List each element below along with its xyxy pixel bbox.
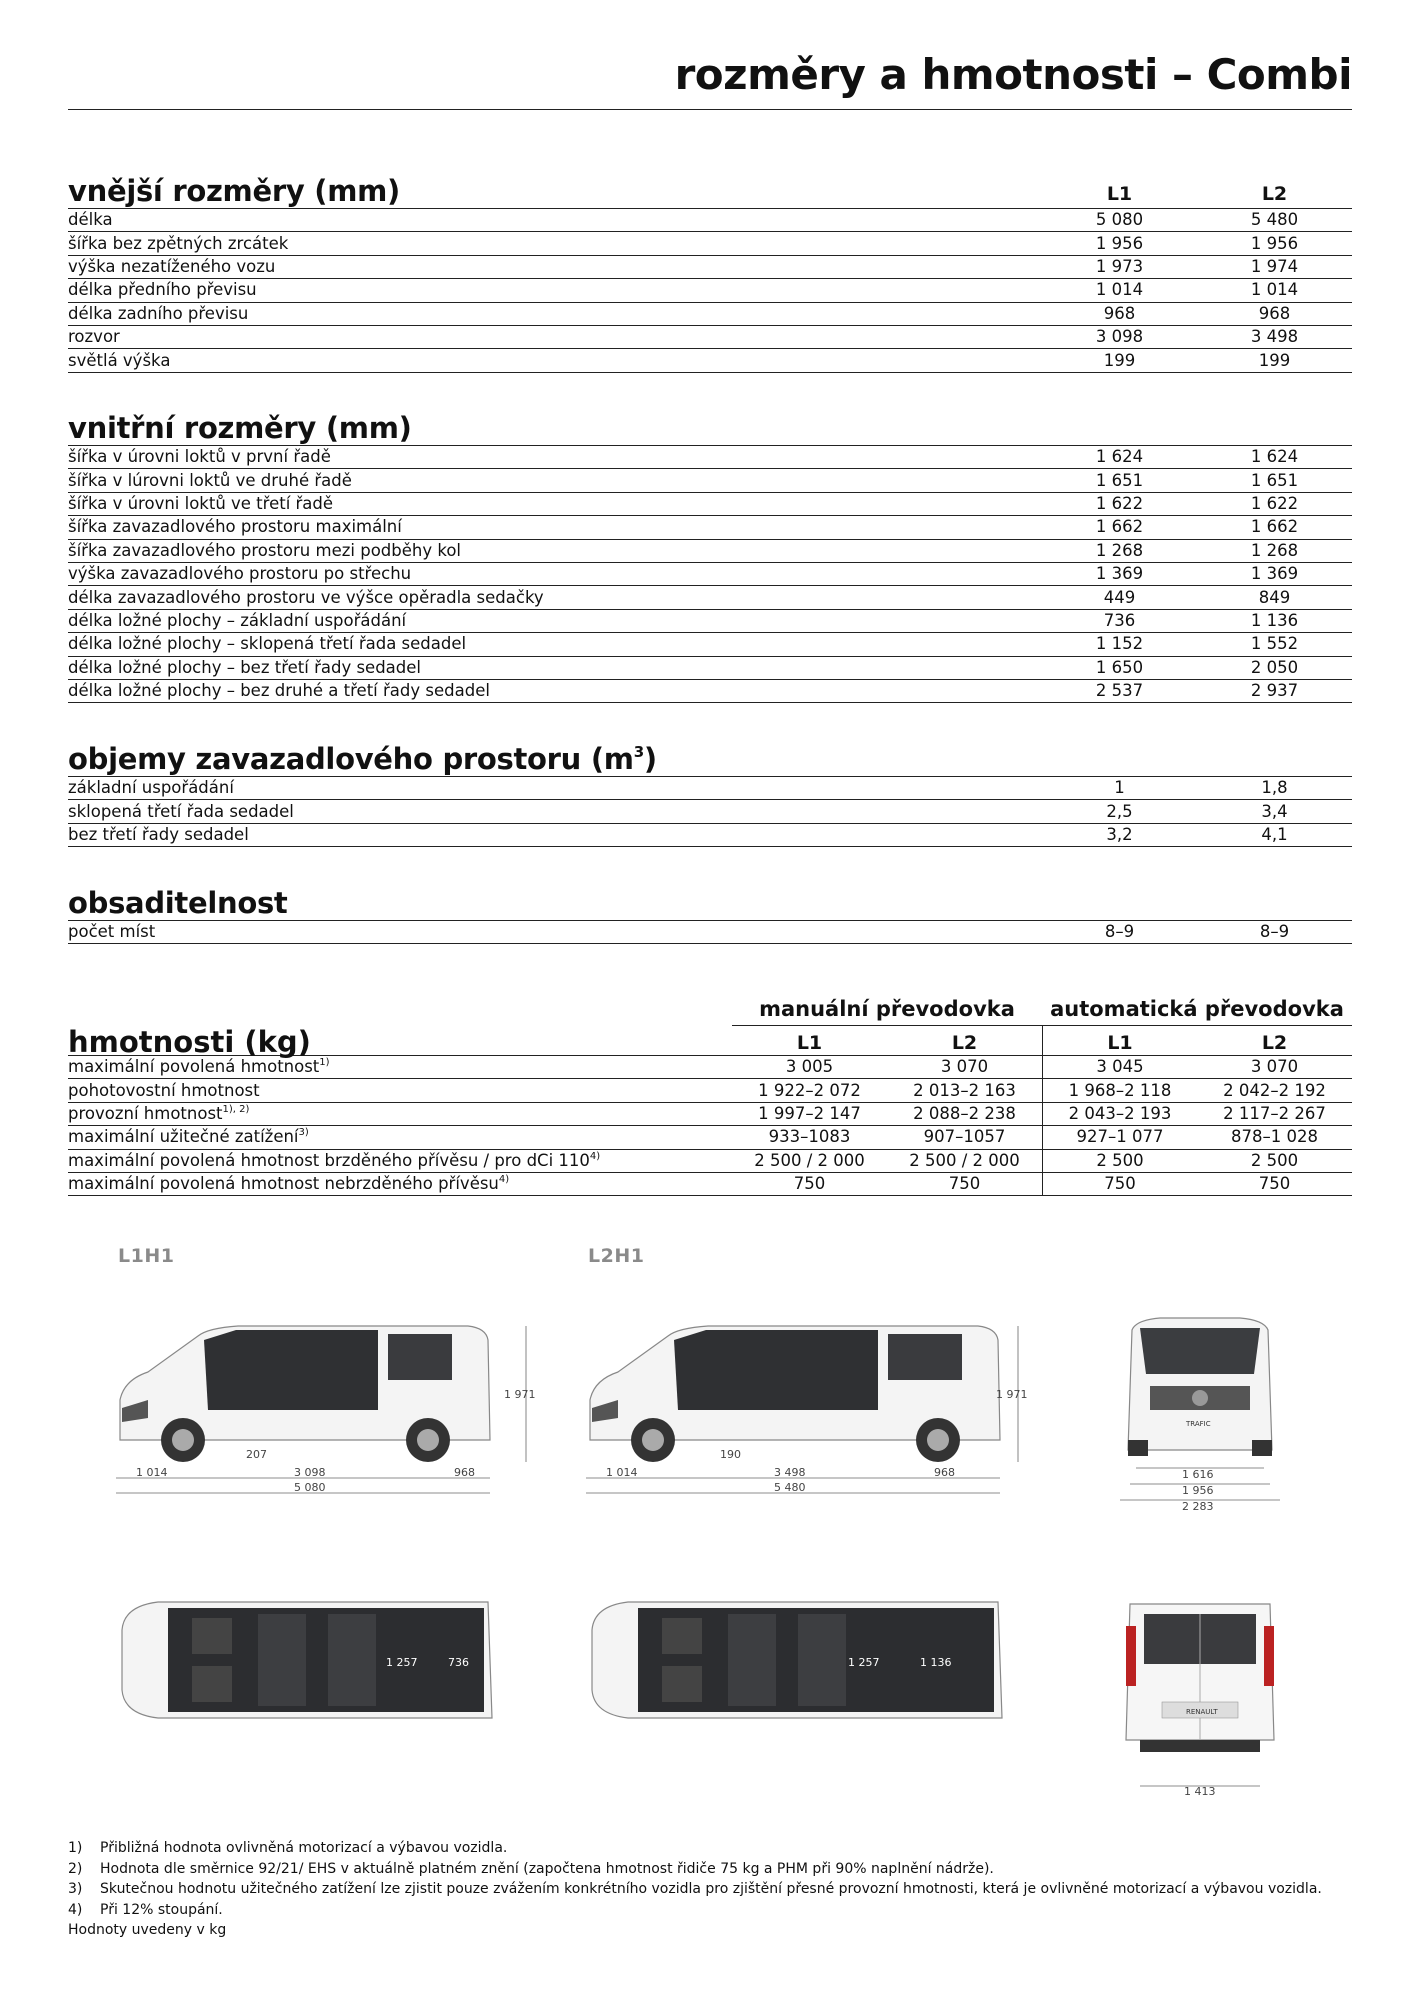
table-row (68, 633, 1352, 656)
l2-front-dim: 1 014 (606, 1466, 638, 1479)
table-row (68, 610, 1352, 633)
weight-value: 1 997–2 147 (758, 1103, 861, 1123)
table-row (68, 493, 1352, 516)
row-label: maximální povolená hmotnost brzděného přívěsu / pro dCi 110$^{4)}$ (68, 1150, 601, 1170)
col-manual-l1: L1 (796, 1032, 823, 1054)
value-l1: 2,5 (1106, 801, 1133, 821)
value-l1: 1 651 (1095, 470, 1144, 490)
l2-load-dim: 1 136 (920, 1656, 952, 1669)
value-l1: 1 369 (1095, 564, 1144, 584)
value-l2: 2 937 (1250, 681, 1299, 701)
weight-value: 2 500 / 2 000 (909, 1150, 1020, 1170)
value-l1: 3 098 (1095, 327, 1144, 347)
value-l1: 8–9 (1104, 922, 1135, 942)
rear-width-dim: 1 413 (1184, 1785, 1216, 1798)
row-label: šířka bez zpětných zrcátek (68, 233, 289, 253)
value-l1: 1 650 (1095, 657, 1144, 677)
value-l1: 2 537 (1095, 681, 1144, 701)
row-label: šířka v úrovni loktů ve třetí řadě (68, 493, 334, 513)
value-l1: 1 (1114, 778, 1125, 798)
weight-value: 750 (793, 1174, 826, 1194)
table-row (68, 469, 1352, 492)
l2-clearance-dim: 190 (720, 1448, 741, 1461)
exterior-table (68, 208, 1352, 373)
l2-length-dim: 5 480 (774, 1481, 806, 1494)
table-row (68, 1173, 1352, 1196)
automatic-gearbox-heading: automatická převodovka (1042, 996, 1352, 1026)
weights-heading: hmotnosti (kg) (68, 1025, 311, 1059)
footnote: 3) Skutečnou hodnotu užitečného zatížení lze zjistit pouze zvážením konkrétního vozidla pro zjištění přesné provozní hmotnosti, která je ovlivněné motorizací a výbavou vozidla. (68, 1881, 1322, 1897)
table-row (68, 256, 1352, 279)
table-row (68, 824, 1352, 847)
table-row (68, 1103, 1352, 1126)
l2h1-label: L2H1 (588, 1245, 645, 1267)
van-front-icon (1128, 1318, 1272, 1456)
footnotes (68, 1838, 1358, 1941)
value-l1: 1 014 (1095, 280, 1144, 300)
volumes-section (68, 736, 1352, 847)
value-l2: 4,1 (1261, 824, 1288, 844)
value-l1: 3,2 (1106, 824, 1133, 844)
table-row (68, 921, 1352, 944)
value-l2: 968 (1258, 303, 1291, 323)
interior-table (68, 445, 1352, 703)
row-label: délka ložné plochy – bez druhé a třetí řady sedadel (68, 681, 490, 701)
l1-side-diagram (108, 1300, 548, 1510)
l1-front-dim: 1 014 (136, 1466, 168, 1479)
weight-value: 2 013–2 163 (913, 1080, 1016, 1100)
value-l1: 1 152 (1095, 634, 1144, 654)
table-row (68, 1056, 1352, 1079)
front-width-1: 1 616 (1182, 1468, 1214, 1481)
l1-rear-dim: 968 (454, 1466, 475, 1479)
van-side-icon (120, 1326, 490, 1462)
row-label: délka zadního převisu (68, 303, 249, 323)
row-label: bez třetí řady sedadel (68, 824, 249, 844)
table-row (68, 303, 1352, 326)
l1-wheelbase-dim: 3 098 (294, 1466, 326, 1479)
weight-value: 750 (948, 1174, 981, 1194)
weight-value: 1 968–2 118 (1042, 1079, 1197, 1101)
van-top-icon (122, 1602, 492, 1718)
value-l1: 1 973 (1095, 256, 1144, 276)
l1-height-dim: 1 971 (504, 1388, 536, 1401)
row-label: šířka zavazadlového prostoru mezi podběhy kol (68, 540, 462, 560)
footnote: 4) Při 12% stoupání. (68, 1901, 223, 1918)
l2-side-diagram (578, 1300, 1028, 1510)
weight-value: 2 117–2 267 (1223, 1103, 1326, 1123)
value-l2: 8–9 (1259, 922, 1290, 942)
table-row (68, 563, 1352, 586)
value-l2: 849 (1258, 587, 1291, 607)
footnote: 1) Přibližná hodnota ovlivněná motorizací a výbavou vozidla. (68, 1840, 508, 1856)
weight-value: 907–1057 (923, 1127, 1006, 1147)
col-l1: L1 (1106, 183, 1133, 205)
table-row (68, 540, 1352, 563)
row-label: délka předního převisu (68, 280, 257, 300)
occupancy-section (68, 880, 1352, 944)
weight-value: 878–1 028 (1231, 1127, 1318, 1147)
row-label: délka ložné plochy – sklopená třetí řada sedadel (68, 634, 467, 654)
value-l2: 1 956 (1250, 233, 1299, 253)
value-l2: 199 (1258, 350, 1291, 370)
row-label: šířka v úrovni loktů v první řadě (68, 447, 331, 467)
row-label: maximální užitečné zatížení$^{3)}$ (68, 1127, 309, 1147)
table-row (68, 586, 1352, 609)
weight-value: 3 045 (1042, 1056, 1197, 1078)
row-label: světlá výška (68, 350, 171, 370)
notes-footer: Hodnoty uvedeny v kg (68, 1922, 227, 1938)
col-auto-l1: L1 (1042, 1026, 1197, 1055)
front-width-3: 2 283 (1182, 1500, 1214, 1513)
van-rear-icon (1126, 1604, 1274, 1752)
front-badge: TRAFIC (1186, 1420, 1211, 1428)
volumes-heading: objemy zavazadlového prostoru $(m^3)$ (68, 742, 657, 776)
l1h1-label: L1H1 (118, 1245, 175, 1267)
row-label: výška nezatíženého vozu (68, 256, 276, 276)
weight-value: 750 (1042, 1173, 1197, 1195)
value-l2: 2 050 (1250, 657, 1299, 677)
row-label: šířka v lúrovni loktů ve druhé řadě (68, 470, 352, 490)
exterior-section (68, 168, 1352, 373)
table-row (68, 1126, 1352, 1149)
table-row (68, 1079, 1352, 1102)
row-label: délka (68, 210, 113, 230)
table-row (68, 1150, 1352, 1173)
value-l2: 1 552 (1250, 634, 1299, 654)
weight-value: 2 500 / 2 000 (754, 1150, 865, 1170)
row-label: maximální povolená hmotnost$^{1)}$ (68, 1057, 330, 1077)
l2-height-dim: 1 971 (996, 1388, 1028, 1401)
row-label: pohotovostní hmotnost (68, 1080, 260, 1100)
weight-value: 2 043–2 193 (1042, 1103, 1197, 1125)
l2-rear-dim: 968 (934, 1466, 955, 1479)
value-l2: 3 498 (1250, 327, 1299, 347)
weight-value: 2 500 (1250, 1150, 1299, 1170)
table-row (68, 446, 1352, 469)
l1-width-dim: 1 257 (386, 1656, 418, 1669)
l1-top-diagram (108, 1590, 508, 1730)
table-row (68, 232, 1352, 255)
value-l2: 1 622 (1250, 493, 1299, 513)
value-l2: 1 136 (1250, 610, 1299, 630)
value-l1: 1 662 (1095, 517, 1144, 537)
l2-top-diagram (578, 1590, 1018, 1730)
value-l1: 5 080 (1095, 210, 1144, 230)
value-l2: 1 974 (1250, 256, 1299, 276)
value-l1: 736 (1103, 610, 1136, 630)
value-l2: 1 014 (1250, 280, 1299, 300)
value-l2: 1 651 (1250, 470, 1299, 490)
table-row (68, 777, 1352, 800)
row-label: základní uspořádání (68, 778, 234, 798)
rear-view-diagram (1100, 1590, 1300, 1810)
row-label: provozní hmotnost$^{1), 2)}$ (68, 1103, 250, 1123)
rear-badge: RENAULT (1186, 1708, 1218, 1716)
footnote: 2) Hodnota dle směrnice 92/21/ EHS v aktuálně platném znění (započtena hmotnost řidiče 75 kg a PHM při 90% naplnění nádrže). (68, 1860, 994, 1877)
row-label: výška zavazadlového prostoru po střechu (68, 564, 412, 584)
value-l1: 199 (1103, 350, 1136, 370)
l1-length-dim: 5 080 (294, 1481, 326, 1494)
value-l2: 1 268 (1250, 540, 1299, 560)
value-l1: 1 956 (1095, 233, 1144, 253)
table-row (68, 279, 1352, 302)
value-l2: 1 624 (1250, 447, 1299, 467)
value-l2: 1 369 (1250, 564, 1299, 584)
occupancy-heading: obsaditelnost (68, 886, 288, 920)
table-row (68, 800, 1352, 823)
value-l1: 449 (1103, 587, 1136, 607)
weight-value: 750 (1258, 1174, 1291, 1194)
weight-value: 2 088–2 238 (913, 1103, 1016, 1123)
table-row (68, 349, 1352, 372)
weight-value: 1 922–2 072 (758, 1080, 861, 1100)
row-label: délka ložné plochy – základní uspořádání (68, 610, 407, 630)
value-l2: 3,4 (1261, 801, 1288, 821)
exterior-heading: vnější rozměry (mm) (68, 174, 400, 208)
value-l1: 1 624 (1095, 447, 1144, 467)
weights-section (68, 992, 1352, 1196)
table-row (68, 209, 1352, 232)
weight-value: 927–1 077 (1042, 1126, 1197, 1148)
row-label: šířka zavazadlového prostoru maximální (68, 517, 402, 537)
row-label: sklopená třetí řada sedadel (68, 801, 294, 821)
front-view-diagram (1100, 1300, 1300, 1520)
value-l1: 968 (1103, 303, 1136, 323)
weight-value: 3 005 (785, 1057, 834, 1077)
value-l1: 1 622 (1095, 493, 1144, 513)
row-label: rozvor (68, 327, 120, 347)
table-row (68, 326, 1352, 349)
row-label: maximální povolená hmotnost nebrzděného přívěsu$^{4)}$ (68, 1174, 510, 1194)
page-title: rozměry a hmotnosti – Combi (68, 52, 1352, 110)
value-l2: 5 480 (1250, 210, 1299, 230)
weight-value: 933–1083 (768, 1127, 851, 1147)
volumes-table (68, 776, 1352, 847)
value-l2: 1,8 (1261, 778, 1288, 798)
col-auto-l2: L2 (1261, 1032, 1288, 1054)
value-l2: 1 662 (1250, 517, 1299, 537)
front-width-2: 1 956 (1182, 1484, 1214, 1497)
manual-gearbox-heading: manuální převodovka (732, 996, 1042, 1026)
weight-value: 2 042–2 192 (1223, 1080, 1326, 1100)
interior-heading: vnitřní rozměry (mm) (68, 411, 412, 445)
l2-wheelbase-dim: 3 498 (774, 1466, 806, 1479)
weight-value: 2 500 (1042, 1150, 1197, 1172)
occupancy-table (68, 920, 1352, 944)
table-row (68, 657, 1352, 680)
col-manual-l2: L2 (951, 1032, 978, 1054)
weights-table (68, 1056, 1352, 1196)
table-row (68, 516, 1352, 539)
col-l2: L2 (1261, 183, 1288, 205)
row-label: délka ložné plochy – bez třetí řady sedadel (68, 657, 422, 677)
l1-clearance-dim: 207 (246, 1448, 267, 1461)
row-label: počet míst (68, 922, 156, 942)
l1-load-dim: 736 (448, 1656, 469, 1669)
weight-value: 3 070 (1250, 1057, 1299, 1077)
row-label: délka zavazadlového prostoru ve výšce opěradla sedačky (68, 587, 544, 607)
value-l1: 1 268 (1095, 540, 1144, 560)
l2-width-dim: 1 257 (848, 1656, 880, 1669)
table-row (68, 680, 1352, 703)
van-side-icon (590, 1326, 1000, 1462)
weight-value: 3 070 (940, 1057, 989, 1077)
interior-section (68, 405, 1352, 703)
